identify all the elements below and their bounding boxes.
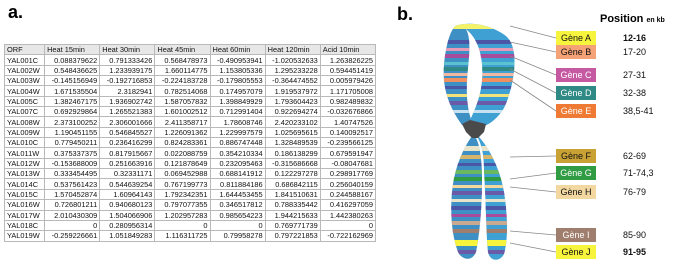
value-cell: 2.373100252	[45, 117, 100, 127]
value-cell: 0.797221853	[265, 231, 320, 241]
value-cell: 0.140092517	[320, 127, 375, 137]
value-cell: 0.280956314	[100, 220, 155, 230]
orf-cell: YAL017W	[5, 210, 45, 220]
value-cell: 1.60964143	[100, 189, 155, 199]
value-cell: 1.398849929	[210, 96, 265, 106]
column-header: ORF	[5, 45, 45, 55]
value-cell: 1.601002512	[155, 107, 210, 117]
value-cell: 0	[320, 220, 375, 230]
gene-position: 76-79	[623, 187, 647, 197]
gene-position: 85-90	[623, 230, 647, 240]
value-cell: 0.546845527	[100, 127, 155, 137]
orf-cell: YAL014C	[5, 179, 45, 189]
gene-box: Gène B	[556, 45, 596, 59]
value-cell: 1.153805336	[210, 65, 265, 75]
value-cell: 0.548436625	[45, 65, 100, 75]
leader-line	[510, 243, 556, 252]
gene-position: 12-16	[623, 33, 647, 43]
value-cell: 0.791333426	[100, 55, 155, 65]
value-cell: 0.32331171	[100, 169, 155, 179]
value-cell: 0.416297059	[320, 200, 375, 210]
value-cell: 1.382467175	[45, 96, 100, 106]
orf-cell: YAL008W	[5, 117, 45, 127]
value-cell: 0.346517812	[210, 200, 265, 210]
gene-box: Gène C	[556, 68, 596, 82]
orf-cell: YAL007C	[5, 107, 45, 117]
orf-cell: YAL004W	[5, 86, 45, 96]
value-cell: 1.171705008	[320, 86, 375, 96]
value-cell: 0.236416299	[100, 138, 155, 148]
column-header: Heat 60min	[210, 45, 265, 55]
panel-label-a: a.	[8, 2, 24, 22]
gene-box: Gène D	[556, 86, 596, 100]
value-cell: 0.767199773	[155, 179, 210, 189]
position-label: Position	[600, 13, 644, 25]
gene-position: 27-31	[623, 70, 647, 80]
gene-position: 17-20	[623, 47, 647, 57]
value-cell: 1.504066906	[100, 210, 155, 220]
orf-cell: YAL009W	[5, 127, 45, 137]
value-cell: 0.333454495	[45, 169, 100, 179]
value-cell: 1.570452874	[45, 189, 100, 199]
value-cell: 2.3182941	[100, 86, 155, 96]
leader-line	[510, 80, 556, 111]
orf-cell: YAL013W	[5, 169, 45, 179]
value-cell: 1.792342351	[155, 189, 210, 199]
value-cell: -0.722162969	[320, 231, 375, 241]
value-cell: 0.886747448	[210, 138, 265, 148]
value-cell: 1.051849283	[100, 231, 155, 241]
value-cell: -0.224183728	[155, 76, 210, 86]
value-cell: 0.692929864	[45, 107, 100, 117]
value-cell: 1.587057832	[155, 96, 210, 106]
value-cell: 0.088379622	[45, 55, 100, 65]
value-cell: 0.79958278	[210, 231, 265, 241]
value-cell: -0.08047681	[320, 158, 375, 168]
value-cell: 0.122297278	[265, 169, 320, 179]
value-cell: -0.179805553	[210, 76, 265, 86]
value-cell: 1.671535504	[45, 86, 100, 96]
orf-cell: YAL016W	[5, 200, 45, 210]
panel-label-b: b.	[397, 4, 413, 24]
value-cell: -1.020532633	[265, 55, 320, 65]
value-cell: -0.259226661	[45, 231, 100, 241]
value-cell: 0.940680123	[100, 200, 155, 210]
value-cell: 1.229997579	[210, 127, 265, 137]
value-cell: 2.411358717	[155, 117, 210, 127]
value-cell: 2.010430309	[45, 210, 100, 220]
value-cell: 0.251663916	[100, 158, 155, 168]
gene-box: Gène A	[556, 31, 596, 45]
orf-cell: YAL019W	[5, 231, 45, 241]
column-header: Heat 30min	[100, 45, 155, 55]
value-cell: -0.153688009	[45, 158, 100, 168]
orf-cell: YAL001C	[5, 55, 45, 65]
value-cell: 1.78608746	[210, 117, 265, 127]
value-cell: -0.315686668	[265, 158, 320, 168]
value-cell: 0.537561423	[45, 179, 100, 189]
leader-line	[510, 231, 556, 235]
value-cell: 0.782514068	[155, 86, 210, 96]
value-cell: 0.779450211	[45, 138, 100, 148]
gene-box: Gène I	[556, 228, 596, 242]
orf-cell: YAL012W	[5, 158, 45, 168]
value-cell: 0.375337375	[45, 148, 100, 158]
value-cell: 1.025695615	[265, 127, 320, 137]
value-cell: -0.364474552	[265, 76, 320, 86]
value-cell: 0.244588167	[320, 189, 375, 199]
column-header: Heat 120min	[265, 45, 320, 55]
value-cell: 0.594451419	[320, 65, 375, 75]
position-unit: en kb	[646, 17, 665, 24]
value-cell: 1.116311725	[155, 231, 210, 241]
value-cell: 0.769771739	[265, 220, 320, 230]
leader-line	[510, 42, 556, 52]
value-cell: 1.919537972	[265, 86, 320, 96]
value-cell: 0.797077355	[155, 200, 210, 210]
value-cell: 0.788335442	[265, 200, 320, 210]
column-header: Heat 45min	[155, 45, 210, 55]
value-cell: 0.824283361	[155, 138, 210, 148]
orf-cell: YAL005C	[5, 96, 45, 106]
value-cell: 1.233939175	[100, 65, 155, 75]
value-cell: 1.442380263	[320, 210, 375, 220]
gene-position: 91-95	[623, 247, 647, 257]
column-header: Heat 15min	[45, 45, 100, 55]
value-cell: -0.032676866	[320, 107, 375, 117]
leader-line	[510, 187, 556, 192]
orf-cell: YAL002W	[5, 65, 45, 75]
gene-leader-lines	[510, 26, 556, 252]
value-cell: -0.239566125	[320, 138, 375, 148]
gene-position: 38,5-41	[623, 106, 654, 116]
gene-position: 32-38	[623, 88, 647, 98]
value-cell: 1.660114775	[155, 65, 210, 75]
leader-line	[510, 26, 556, 38]
value-cell: -0.145156949	[45, 76, 100, 86]
value-cell: 1.265521383	[100, 107, 155, 117]
value-cell: 0.726801211	[45, 200, 100, 210]
value-cell: 0.232095463	[210, 158, 265, 168]
value-cell: 0.817915667	[100, 148, 155, 158]
orf-cell: YAL015C	[5, 189, 45, 199]
gene-box: Gène J	[556, 245, 596, 259]
value-cell: 1.295233228	[265, 65, 320, 75]
value-cell: 0.256040159	[320, 179, 375, 189]
position-header	[600, 13, 665, 25]
value-cell: 0.568478973	[155, 55, 210, 65]
gene-position: 71-74,3	[623, 168, 654, 178]
gene-box: Gène H	[556, 185, 596, 199]
value-cell: 2.306001666	[100, 117, 155, 127]
value-cell: 0	[45, 220, 100, 230]
value-cell: 1.644453455	[210, 189, 265, 199]
value-cell: 0.354210334	[210, 148, 265, 158]
value-cell: 0.121878649	[155, 158, 210, 168]
orf-cell: YAL018C	[5, 220, 45, 230]
value-cell: 0	[155, 220, 210, 230]
value-cell: 1.944215633	[265, 210, 320, 220]
value-cell: 1.226091362	[155, 127, 210, 137]
value-cell: 0.544639254	[100, 179, 155, 189]
gene-position: 62-69	[623, 151, 647, 161]
value-cell: 0.922694274	[265, 107, 320, 117]
value-cell: 1.40747526	[320, 117, 375, 127]
value-cell: 1.936902742	[100, 96, 155, 106]
value-cell: 0.982489832	[320, 96, 375, 106]
value-cell: 0.985654223	[210, 210, 265, 220]
value-cell: 0.298917769	[320, 169, 375, 179]
gene-box: Gène F	[556, 149, 596, 163]
orf-cell: YAL011W	[5, 148, 45, 158]
value-cell: 0.174957079	[210, 86, 265, 96]
column-header: Acid 10min	[320, 45, 375, 55]
value-cell: 1.841510631	[265, 189, 320, 199]
value-cell: 0.688141912	[210, 169, 265, 179]
value-cell: 0.069452988	[155, 169, 210, 179]
leader-line	[510, 173, 556, 179]
value-cell: 0.186138299	[265, 148, 320, 158]
value-cell: 1.263826225	[320, 55, 375, 65]
gene-box: Gène E	[556, 104, 596, 118]
value-cell: 0.005979426	[320, 76, 375, 86]
value-cell: 1.202957283	[155, 210, 210, 220]
orf-cell: YAL003W	[5, 76, 45, 86]
value-cell: 1.328489539	[265, 138, 320, 148]
value-cell: 1.793604423	[265, 96, 320, 106]
value-cell: 0.712991404	[210, 107, 265, 117]
orf-cell: YAL010C	[5, 138, 45, 148]
gene-box: Gène G	[556, 166, 596, 180]
value-cell: 0	[210, 220, 265, 230]
value-cell: 1.190451155	[45, 127, 100, 137]
value-cell: 2.420233102	[265, 117, 320, 127]
leader-line	[510, 156, 556, 157]
value-cell: 0.022088759	[155, 148, 210, 158]
value-cell: 0.686842115	[265, 179, 320, 189]
value-cell: 0.811884186	[210, 179, 265, 189]
value-cell: -0.192716853	[100, 76, 155, 86]
value-cell: -0.490953941	[210, 55, 265, 65]
leader-line	[510, 69, 556, 93]
value-cell: 0.679591947	[320, 148, 375, 158]
